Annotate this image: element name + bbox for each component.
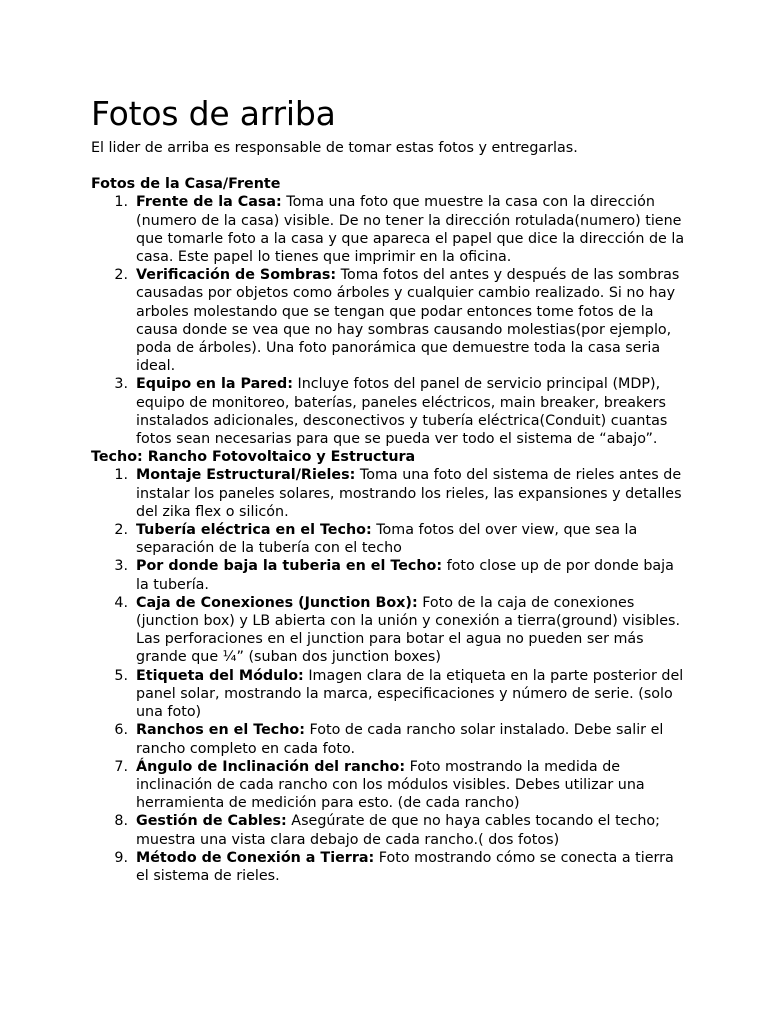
list-item-term: Método de Conexión a Tierra:: [136, 849, 375, 866]
list-item-number: 9.: [114, 849, 128, 866]
list-item: [91, 758, 691, 813]
list-item-text: Toma una foto del sistema de rieles antes de instalar los paneles solares, mostrando los rieles, las expansiones y detalles del zika flex o silicón.: [136, 467, 682, 520]
list-item: [91, 849, 691, 885]
list-item-number: 1.: [114, 194, 128, 211]
list-item: [91, 521, 691, 557]
list-item: [91, 466, 691, 521]
list-item: [91, 667, 691, 722]
list-item-number: 7.: [114, 758, 128, 775]
list-item-term: Ranchos en el Techo:: [136, 722, 305, 739]
list-item-term: Equipo en la Pared:: [136, 376, 293, 393]
list-item-text: Toma fotos del antes y después de las sombras causadas por objetos como árboles y cualquier cambio realizado. Si no hay arboles molestando que se tengan que podar entonces tome fotos de la causa donde se vea que no hay sombras causando molestias(por ejemplo, poda de árboles). Una foto panorámica que demuestre toda la casa seria ideal.: [136, 267, 680, 375]
list-item-number: 4.: [114, 594, 128, 611]
list-item-number: 1.: [114, 467, 128, 484]
list-item: [91, 375, 691, 448]
section-heading-casa-frente: Fotos de la Casa/Frente: [91, 176, 281, 193]
list-item-number: 6.: [114, 722, 128, 739]
techo-list: [91, 466, 691, 885]
list-item-text: Foto de cada rancho solar instalado. Debe salir el rancho completo en cada foto.: [136, 722, 664, 757]
list-item: [91, 193, 691, 266]
list-item-term: Por donde baja la tuberia en el Techo:: [136, 558, 443, 575]
intro-paragraph: El lider de arriba es responsable de tomar estas fotos y entregarlas.: [91, 140, 578, 156]
list-item: [91, 812, 691, 848]
list-item-number: 3.: [114, 558, 128, 575]
list-item: [91, 594, 691, 667]
list-item-text: Toma una foto que muestre la casa con la dirección (numero de la casa) visible. De no tener la dirección rotulada(numero) tiene que tomarle foto a la casa y que apareca el papel que dice la dirección de la casa. Este papel lo tienes que imprimir en la oficina.: [136, 194, 685, 266]
list-item-text: Foto mostrando cómo se conecta a tierra el sistema de rieles.: [136, 849, 674, 884]
list-item-term: Ángulo de Inclinación del rancho:: [136, 758, 406, 775]
list-item: [91, 557, 691, 593]
casa-frente-list: [91, 193, 691, 448]
document-title: Fotos de arriba: [91, 94, 336, 133]
list-item-number: 2.: [114, 522, 128, 539]
list-item: [91, 266, 691, 375]
list-item-term: Gestión de Cables:: [136, 813, 287, 830]
list-item-term: Caja de Conexiones (Junction Box):: [136, 594, 418, 611]
list-item-text: Foto de la caja de conexiones (junction box) y LB abierta con la unión y conexión a tierra(ground) visibles. Las perforaciones en el junction para botar el agua no pueden ser más grande que ¼” (suban dos junction boxes): [136, 594, 681, 666]
list-item-text: Foto mostrando la medida de inclinación de cada rancho con los módulos visibles. Debes utilizar una herramienta de medición para esto. (de cada rancho): [136, 758, 645, 812]
list-item-number: 5.: [114, 667, 128, 684]
list-item-term: Frente de la Casa:: [136, 194, 282, 211]
list-item-text: Asegúrate de que no haya cables tocando el techo; muestra una vista clara debajo de cada rancho.( dos fotos): [136, 813, 660, 848]
document-page: [91, 94, 691, 885]
list-item-term: Tubería eléctrica en el Techo:: [136, 522, 372, 539]
list-item-number: 8.: [114, 813, 128, 830]
list-item: [91, 721, 691, 757]
list-item-term: Verificación de Sombras:: [136, 267, 337, 284]
list-item-number: 2.: [114, 267, 128, 284]
list-item-term: Etiqueta del Módulo:: [136, 667, 304, 684]
list-item-text: foto close up de por donde baja la tubería.: [136, 558, 674, 593]
list-item-text: Imagen clara de la etiqueta en la parte posterior del panel solar, mostrando la marca, especificaciones y número de serie. (solo una foto): [136, 667, 684, 721]
list-item-text: Toma fotos del over view, que sea la separación de la tubería con el techo: [136, 522, 638, 557]
list-item-term: Montaje Estructural/Rieles:: [136, 467, 356, 484]
section-heading-techo: Techo: Rancho Fotovoltaico y Estructura: [91, 449, 416, 466]
list-item-text: Incluye fotos del panel de servicio principal (MDP), equipo de monitoreo, baterías, paneles eléctricos, main breaker, breakers instalados adicionales, desconectivos y tubería eléctrica(Conduit) cuantas fotos sean necesarias para que se pueda ver todo el sistema de “abajo”.: [136, 376, 668, 448]
list-item-number: 3.: [114, 376, 128, 393]
